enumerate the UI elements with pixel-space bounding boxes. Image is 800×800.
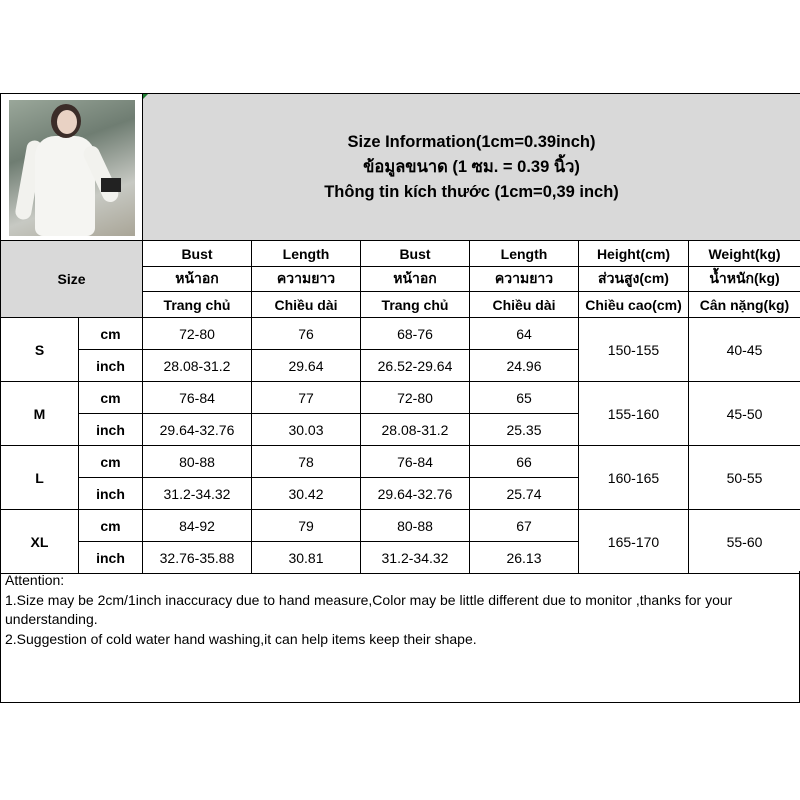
size-cell: S [1,318,79,382]
attention-heading: Attention: [5,572,65,588]
attention-line-1: 1.Size may be 2cm/1inch inaccuracy due to hand measure,Color may be little different due to monitor ,thanks for your understanding. [5,591,733,627]
col-header-th: ส่วนสูง(cm) [579,267,689,292]
value-cell: 76 [252,318,361,350]
attention-notes [0,571,800,703]
value-cell: 64 [470,318,579,350]
col-header-en: Bust [361,241,470,267]
col-header-en: Height(cm) [579,241,689,267]
value-cell: 68-76 [361,318,470,350]
value-cell: 80-88 [361,510,470,542]
weight-cell: 45-50 [689,382,800,446]
weight-cell: 55-60 [689,510,800,574]
value-cell: 78 [252,446,361,478]
value-cell: 76-84 [361,446,470,478]
height-cell: 150-155 [579,318,689,382]
col-header-vi: Trang chủ [143,292,252,318]
unit-cell: cm [79,510,143,542]
col-header-vi: Chiều dài [470,292,579,318]
value-cell: 29.64-32.76 [361,478,470,510]
value-cell: 28.08-31.2 [361,414,470,446]
value-cell: 31.2-34.32 [361,542,470,574]
size-table [0,93,800,574]
table-row [1,510,800,542]
value-cell: 24.96 [470,350,579,382]
size-chart [0,93,800,703]
value-cell: 76-84 [143,382,252,414]
col-header-en: Length [252,241,361,267]
value-cell: 65 [470,382,579,414]
value-cell: 72-80 [143,318,252,350]
attention-line-2: 2.Suggestion of cold water hand washing,it can help items keep their shape. [5,630,477,647]
unit-cell: cm [79,382,143,414]
value-cell: 30.03 [252,414,361,446]
col-header-vi: Chiều cao(cm) [579,292,689,318]
value-cell: 72-80 [361,382,470,414]
model-photo [9,100,135,236]
size-cell: M [1,382,79,446]
col-header-th: หน้าอก [361,267,470,292]
value-cell: 66 [470,446,579,478]
table-row [1,382,800,414]
value-cell: 28.08-31.2 [143,350,252,382]
col-header-en: Weight(kg) [689,241,800,267]
title-thai: ข้อมูลขนาด (1 ซม. = 0.39 นิ้ว) [363,157,580,176]
size-header: Size [1,241,143,318]
col-header-th: ความยาว [470,267,579,292]
height-cell: 160-165 [579,446,689,510]
value-cell: 67 [470,510,579,542]
value-cell: 30.81 [252,542,361,574]
unit-cell: inch [79,350,143,382]
weight-cell: 50-55 [689,446,800,510]
unit-cell: inch [79,478,143,510]
title-cell [143,94,800,241]
height-cell: 155-160 [579,382,689,446]
table-row [1,318,800,350]
title-row [1,94,800,241]
col-header-th: ความยาว [252,267,361,292]
value-cell: 26.13 [470,542,579,574]
value-cell: 26.52-29.64 [361,350,470,382]
col-header-en: Bust [143,241,252,267]
size-cell: L [1,446,79,510]
value-cell: 25.74 [470,478,579,510]
unit-cell: cm [79,318,143,350]
value-cell: 29.64-32.76 [143,414,252,446]
header-row-en [1,241,800,267]
value-cell: 32.76-35.88 [143,542,252,574]
unit-cell: inch [79,542,143,574]
value-cell: 80-88 [143,446,252,478]
value-cell: 77 [252,382,361,414]
value-cell: 30.42 [252,478,361,510]
value-cell: 79 [252,510,361,542]
col-header-th: น้ำหนัก(kg) [689,267,800,292]
value-cell: 84-92 [143,510,252,542]
unit-cell: inch [79,414,143,446]
col-header-vi: Trang chủ [361,292,470,318]
size-cell: XL [1,510,79,574]
corner-mark [143,94,148,99]
table-row [1,446,800,478]
title-vietnamese: Thông tin kích thước (1cm=0,39 inch) [324,182,619,201]
photo-cell [1,94,143,241]
col-header-th: หน้าอก [143,267,252,292]
unit-cell: cm [79,446,143,478]
col-header-vi: Chiều dài [252,292,361,318]
value-cell: 29.64 [252,350,361,382]
title-english: Size Information(1cm=0.39inch) [347,132,596,151]
value-cell: 25.35 [470,414,579,446]
value-cell: 31.2-34.32 [143,478,252,510]
weight-cell: 40-45 [689,318,800,382]
height-cell: 165-170 [579,510,689,574]
col-header-vi: Cân nặng(kg) [689,292,800,318]
col-header-en: Length [470,241,579,267]
